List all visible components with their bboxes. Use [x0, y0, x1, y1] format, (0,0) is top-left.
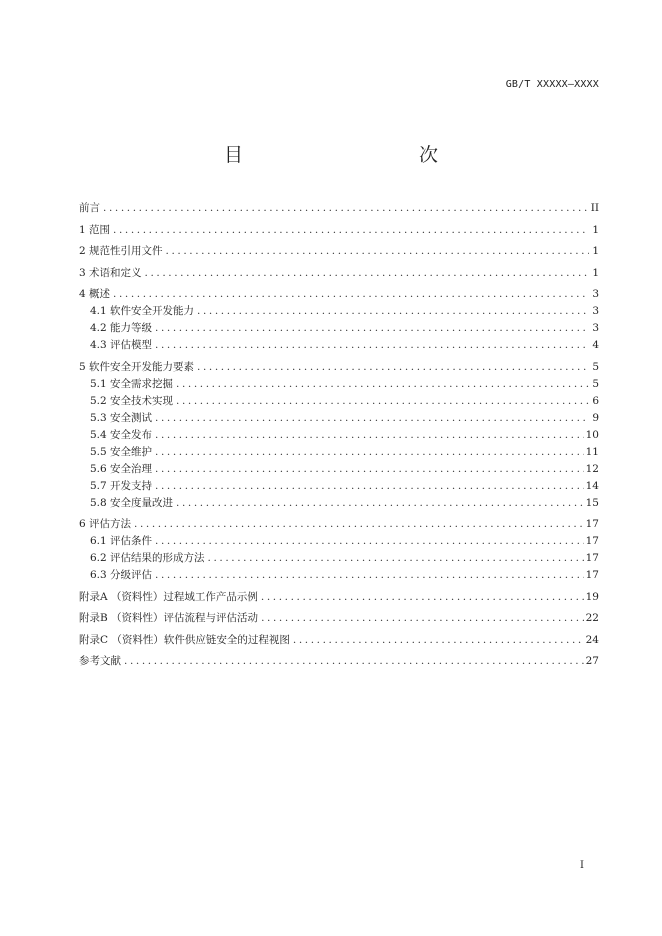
toc-entry-6[interactable] — [79, 516, 599, 533]
toc-entry-6-3[interactable] — [79, 567, 599, 584]
toc-entry-label: 5.8 安全度量改进 — [90, 496, 174, 509]
toc-leader — [155, 533, 584, 550]
toc-leader — [293, 632, 584, 649]
toc-entry-page: 11 — [585, 445, 599, 458]
toc-entry-5-1[interactable] — [79, 376, 599, 393]
toc-entry-page: 19 — [585, 590, 599, 603]
toc-entry-page: 3 — [592, 322, 599, 334]
toc-leader — [155, 337, 589, 354]
toc-leader — [145, 265, 589, 282]
toc-entry-page: 17 — [585, 535, 599, 547]
toc-leader — [124, 653, 584, 670]
toc-entry-label: 1 范围 — [79, 223, 111, 236]
toc-entry-label: 4.2 能力等级 — [90, 322, 153, 334]
toc-leader — [155, 320, 589, 337]
toc-title: 目 次 — [223, 144, 484, 166]
toc-leader — [155, 478, 584, 495]
toc-leader — [134, 516, 584, 533]
toc-entry-label: 5.2 安全技术实现 — [90, 394, 174, 407]
toc-entry-label: 4.1 软件安全开发能力 — [90, 305, 195, 317]
toc-entry-page: 17 — [585, 552, 599, 564]
toc-entry-page: 1 — [592, 223, 599, 236]
toc-leader — [197, 359, 589, 376]
toc-entry-page: 9 — [592, 411, 599, 424]
toc-entry-label: 附录A （资料性）过程域工作产品示例 — [79, 590, 258, 603]
toc-leader — [113, 222, 589, 239]
toc-entry-bibliography[interactable] — [79, 653, 599, 670]
toc-entry-appendix-c[interactable] — [79, 632, 599, 649]
toc-entry-page: 22 — [585, 612, 599, 624]
toc-entry-4-3[interactable] — [79, 337, 599, 354]
toc-entry-page: 17 — [585, 518, 599, 530]
table-of-contents — [79, 200, 599, 670]
toc-entry-page: 24 — [585, 633, 599, 646]
toc-entry-4[interactable] — [79, 286, 599, 303]
page-number: I — [580, 860, 584, 871]
toc-entry-5-8[interactable] — [79, 495, 599, 512]
toc-entry-4-1[interactable] — [79, 303, 599, 320]
toc-entry-label: 附录B （资料性）评估流程与评估活动 — [79, 612, 259, 624]
toc-entry-label: 4.3 评估模型 — [90, 339, 153, 351]
toc-leader — [155, 427, 584, 444]
toc-entry-page: 6 — [592, 394, 599, 407]
toc-leader — [155, 461, 584, 478]
toc-leader — [176, 393, 589, 410]
toc-entry-label: 6.1 评估条件 — [90, 535, 153, 547]
toc-entry-label: 6.2 评估结果的形成方法 — [90, 552, 205, 564]
toc-entry-page: 5 — [592, 377, 599, 390]
toc-leader — [261, 589, 584, 606]
toc-entry-label: 5.4 安全发布 — [90, 428, 153, 441]
toc-entry-label: 5.1 安全需求挖掘 — [90, 377, 174, 390]
toc-entry-3[interactable] — [79, 265, 599, 282]
toc-leader — [197, 303, 589, 320]
toc-entry-foreword[interactable] — [79, 200, 599, 217]
toc-entry-page: 12 — [585, 462, 599, 475]
toc-entry-5-7[interactable] — [79, 478, 599, 495]
toc-entry-page: 4 — [592, 339, 599, 351]
toc-entry-page: II — [590, 202, 599, 214]
toc-entry-label: 前言 — [79, 202, 100, 214]
toc-entry-page: 1 — [592, 266, 599, 279]
toc-entry-page: 1 — [592, 245, 599, 257]
toc-entry-label: 附录C （资料性）软件供应链安全的过程视图 — [79, 633, 290, 646]
toc-entry-label: 5 软件安全开发能力要素 — [79, 360, 195, 373]
toc-leader — [103, 200, 589, 217]
toc-entry-5-2[interactable] — [79, 393, 599, 410]
toc-entry-label: 2 规范性引用文件 — [79, 245, 163, 257]
toc-entry-page: 10 — [585, 428, 599, 441]
toc-entry-5[interactable] — [79, 359, 599, 376]
toc-entry-page: 15 — [585, 496, 599, 509]
toc-entry-4-2[interactable] — [79, 320, 599, 337]
toc-entry-2[interactable] — [79, 243, 599, 260]
toc-leader — [208, 550, 584, 567]
toc-leader — [176, 376, 589, 393]
toc-entry-5-3[interactable] — [79, 410, 599, 427]
toc-entry-page: 3 — [592, 305, 599, 317]
toc-entry-5-4[interactable] — [79, 427, 599, 444]
toc-entry-label: 5.7 开发支持 — [90, 479, 153, 492]
toc-entry-label: 5.3 安全测试 — [90, 411, 153, 424]
toc-entry-page: 3 — [592, 288, 599, 300]
toc-leader — [113, 286, 589, 303]
toc-entry-label: 5.5 安全维护 — [90, 445, 153, 458]
toc-entry-label: 5.6 安全治理 — [90, 462, 153, 475]
toc-entry-page: 5 — [592, 360, 599, 373]
toc-leader — [155, 444, 584, 461]
toc-entry-label: 6 评估方法 — [79, 518, 132, 530]
toc-entry-5-5[interactable] — [79, 444, 599, 461]
toc-entry-page: 17 — [585, 569, 599, 581]
toc-entry-page: 14 — [585, 479, 599, 492]
toc-entry-5-6[interactable] — [79, 461, 599, 478]
toc-entry-label: 参考文献 — [79, 655, 121, 667]
standard-code: GB/T XXXXX—XXXX — [505, 79, 599, 90]
toc-leader — [261, 610, 584, 627]
toc-leader — [155, 410, 589, 427]
toc-leader — [166, 243, 589, 260]
toc-entry-6-1[interactable] — [79, 533, 599, 550]
toc-entry-appendix-a[interactable] — [79, 589, 599, 606]
toc-entry-appendix-b[interactable] — [79, 610, 599, 627]
toc-entry-label: 6.3 分级评估 — [90, 569, 153, 581]
toc-leader — [176, 495, 584, 512]
toc-entry-6-2[interactable] — [79, 550, 599, 567]
toc-entry-page: 27 — [585, 655, 599, 667]
toc-entry-label: 3 术语和定义 — [79, 266, 142, 279]
toc-entry-label: 4 概述 — [79, 288, 111, 300]
toc-entry-1[interactable] — [79, 222, 599, 239]
toc-leader — [155, 567, 584, 584]
